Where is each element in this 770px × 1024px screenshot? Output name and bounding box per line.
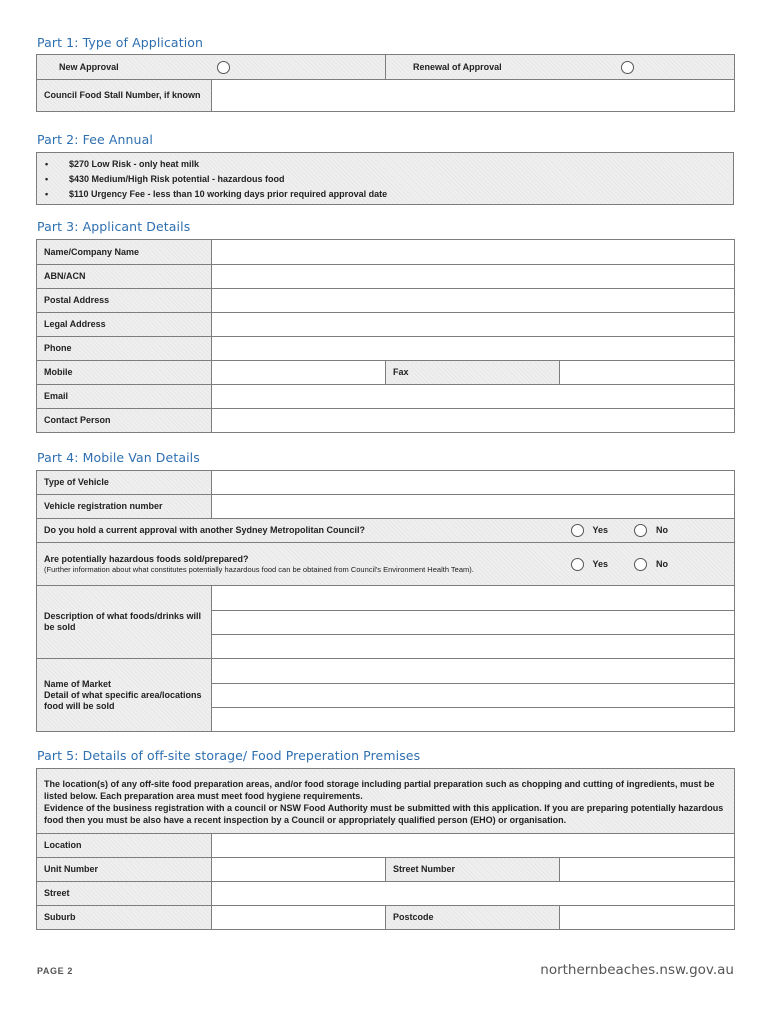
new-approval-label: New Approval [59, 61, 119, 72]
description-label: Description of what foods/drinks will be sold [37, 586, 212, 659]
fax-label: Fax [386, 361, 560, 385]
location-input[interactable] [219, 840, 727, 850]
street-number-field[interactable] [560, 858, 735, 882]
bullet-icon: • [45, 159, 49, 169]
location-label: Location [37, 834, 212, 858]
bullet-icon: • [45, 189, 49, 199]
postal-address-input[interactable] [219, 295, 727, 305]
description-input-1[interactable] [219, 593, 727, 603]
email-input[interactable] [219, 391, 727, 401]
part2-heading: Part 2: Fee Annual [37, 132, 153, 147]
postcode-field[interactable] [560, 906, 735, 930]
street-input[interactable] [219, 888, 727, 898]
hazardous-food-question-cell [37, 543, 560, 586]
mobile-field[interactable] [212, 361, 386, 385]
application-type-table [36, 54, 735, 112]
description-input-2[interactable] [219, 617, 727, 627]
part3-heading: Part 3: Applicant Details [37, 219, 191, 234]
hazard-no-label: No [656, 558, 669, 569]
vehicle-rego-input[interactable] [219, 501, 727, 511]
current-approval-question: Do you hold a current approval with another Sydney Metropolitan Council? [37, 519, 560, 543]
offsite-storage-table [36, 768, 735, 930]
vehicle-type-input[interactable] [219, 477, 727, 487]
approval-yes-radio[interactable] [571, 524, 584, 537]
fee-list-box [36, 152, 734, 205]
vehicle-type-label: Type of Vehicle [37, 471, 212, 495]
fax-field[interactable] [560, 361, 735, 385]
offsite-intro-text-2: Evidence of the business registration with a council or NSW Food Authority must be submitted with this application. If you are preparing potentially hazardous food then you must be also have a recent inspection by a Council or appropriately qualified person (EHO) or organisation. [44, 803, 724, 825]
new-approval-cell [37, 55, 386, 80]
list-item: • $270 Low Risk - only heat milk [45, 157, 733, 172]
vehicle-type-field[interactable] [212, 471, 735, 495]
renewal-cell [386, 55, 735, 80]
renewal-label: Renewal of Approval [413, 61, 502, 72]
legal-address-input[interactable] [219, 319, 727, 329]
description-input-3[interactable] [219, 641, 727, 651]
list-item: • $430 Medium/High Risk potential - hazardous food [45, 172, 733, 187]
hazardous-food-question: Are potentially hazardous foods sold/prepared? [44, 553, 249, 564]
phone-field[interactable] [212, 337, 735, 361]
contact-person-field[interactable] [212, 409, 735, 433]
abn-label: ABN/ACN [37, 265, 212, 289]
postal-address-label: Postal Address [37, 289, 212, 313]
market-input-2[interactable] [219, 690, 727, 700]
postal-address-field[interactable] [212, 289, 735, 313]
unit-number-label: Unit Number [37, 858, 212, 882]
phone-input[interactable] [219, 343, 727, 353]
contact-person-label: Contact Person [37, 409, 212, 433]
description-line-2[interactable] [212, 611, 735, 635]
street-number-label: Street Number [386, 858, 560, 882]
list-item: • $110 Urgency Fee - less than 10 working days prior required approval date [45, 187, 733, 202]
unit-number-input[interactable] [219, 864, 378, 874]
postcode-label: Postcode [386, 906, 560, 930]
part5-heading: Part 5: Details of off-site storage/ Food Preperation Premises [37, 748, 421, 763]
market-line-2[interactable] [212, 684, 735, 708]
market-line-1[interactable] [212, 659, 735, 684]
stall-number-input[interactable] [219, 90, 727, 100]
vehicle-rego-field[interactable] [212, 495, 735, 519]
fax-input[interactable] [567, 367, 727, 377]
approval-no-label: No [656, 525, 669, 535]
fee-list [45, 157, 733, 202]
mobile-label: Mobile [37, 361, 212, 385]
hazard-yes-label: Yes [592, 558, 609, 569]
description-line-1[interactable] [212, 586, 735, 611]
footer-url: northernbeaches.nsw.gov.au [540, 962, 734, 978]
legal-address-label: Legal Address [37, 313, 212, 337]
applicant-details-table [36, 239, 735, 433]
description-line-3[interactable] [212, 635, 735, 659]
stall-number-field[interactable] [212, 80, 735, 112]
unit-number-field[interactable] [212, 858, 386, 882]
location-field[interactable] [212, 834, 735, 858]
hazard-yes-radio[interactable] [571, 558, 584, 571]
suburb-label: Suburb [37, 906, 212, 930]
mobile-van-table [36, 470, 735, 732]
stall-number-label: Council Food Stall Number, if known [37, 80, 212, 112]
market-name-label: Name of Market [44, 678, 112, 689]
suburb-input[interactable] [219, 912, 378, 922]
market-input-3[interactable] [219, 714, 727, 724]
name-input[interactable] [219, 247, 727, 257]
hazardous-food-note: (Further information about what constitutes potentially hazardous food can be obtained from Council's Environment Health Team). [44, 564, 474, 574]
name-label: Name/Company Name [37, 240, 212, 265]
bullet-icon: • [45, 174, 49, 184]
abn-input[interactable] [219, 271, 727, 281]
contact-person-input[interactable] [219, 415, 727, 425]
new-approval-radio[interactable] [217, 61, 230, 74]
street-number-input[interactable] [567, 864, 727, 874]
name-field[interactable] [212, 240, 735, 265]
part1-heading: Part 1: Type of Application [37, 35, 204, 50]
market-input-1[interactable] [219, 666, 727, 676]
market-detail-label: Detail of what specific area/locations food will be sold [44, 689, 202, 711]
legal-address-field[interactable] [212, 313, 735, 337]
page-number: PAGE 2 [37, 966, 73, 976]
suburb-field[interactable] [212, 906, 386, 930]
hazardous-food-options [560, 543, 735, 586]
part4-heading: Part 4: Mobile Van Details [37, 450, 200, 465]
hazard-no-radio[interactable] [634, 558, 647, 571]
approval-yes-label: Yes [592, 525, 609, 535]
street-field[interactable] [212, 882, 735, 906]
email-field[interactable] [212, 385, 735, 409]
vehicle-rego-label: Vehicle registration number [37, 495, 212, 519]
market-label-cell [37, 659, 212, 732]
postcode-input[interactable] [567, 912, 727, 922]
street-label: Street [37, 882, 212, 906]
email-label: Email [37, 385, 212, 409]
offsite-intro-text-1: The location(s) of any off-site food preparation areas, and/or food storage including partial preparation such as chopping and cutting of ingredients, must be listed below. Each preparation area must meet food hygiene requirements. [44, 779, 715, 801]
offsite-intro-cell [37, 769, 735, 834]
abn-field[interactable] [212, 265, 735, 289]
phone-label: Phone [37, 337, 212, 361]
approval-no-radio[interactable] [634, 524, 647, 537]
renewal-radio[interactable] [621, 61, 634, 74]
current-approval-options [560, 519, 735, 543]
market-line-3[interactable] [212, 708, 735, 732]
mobile-input[interactable] [219, 367, 378, 377]
